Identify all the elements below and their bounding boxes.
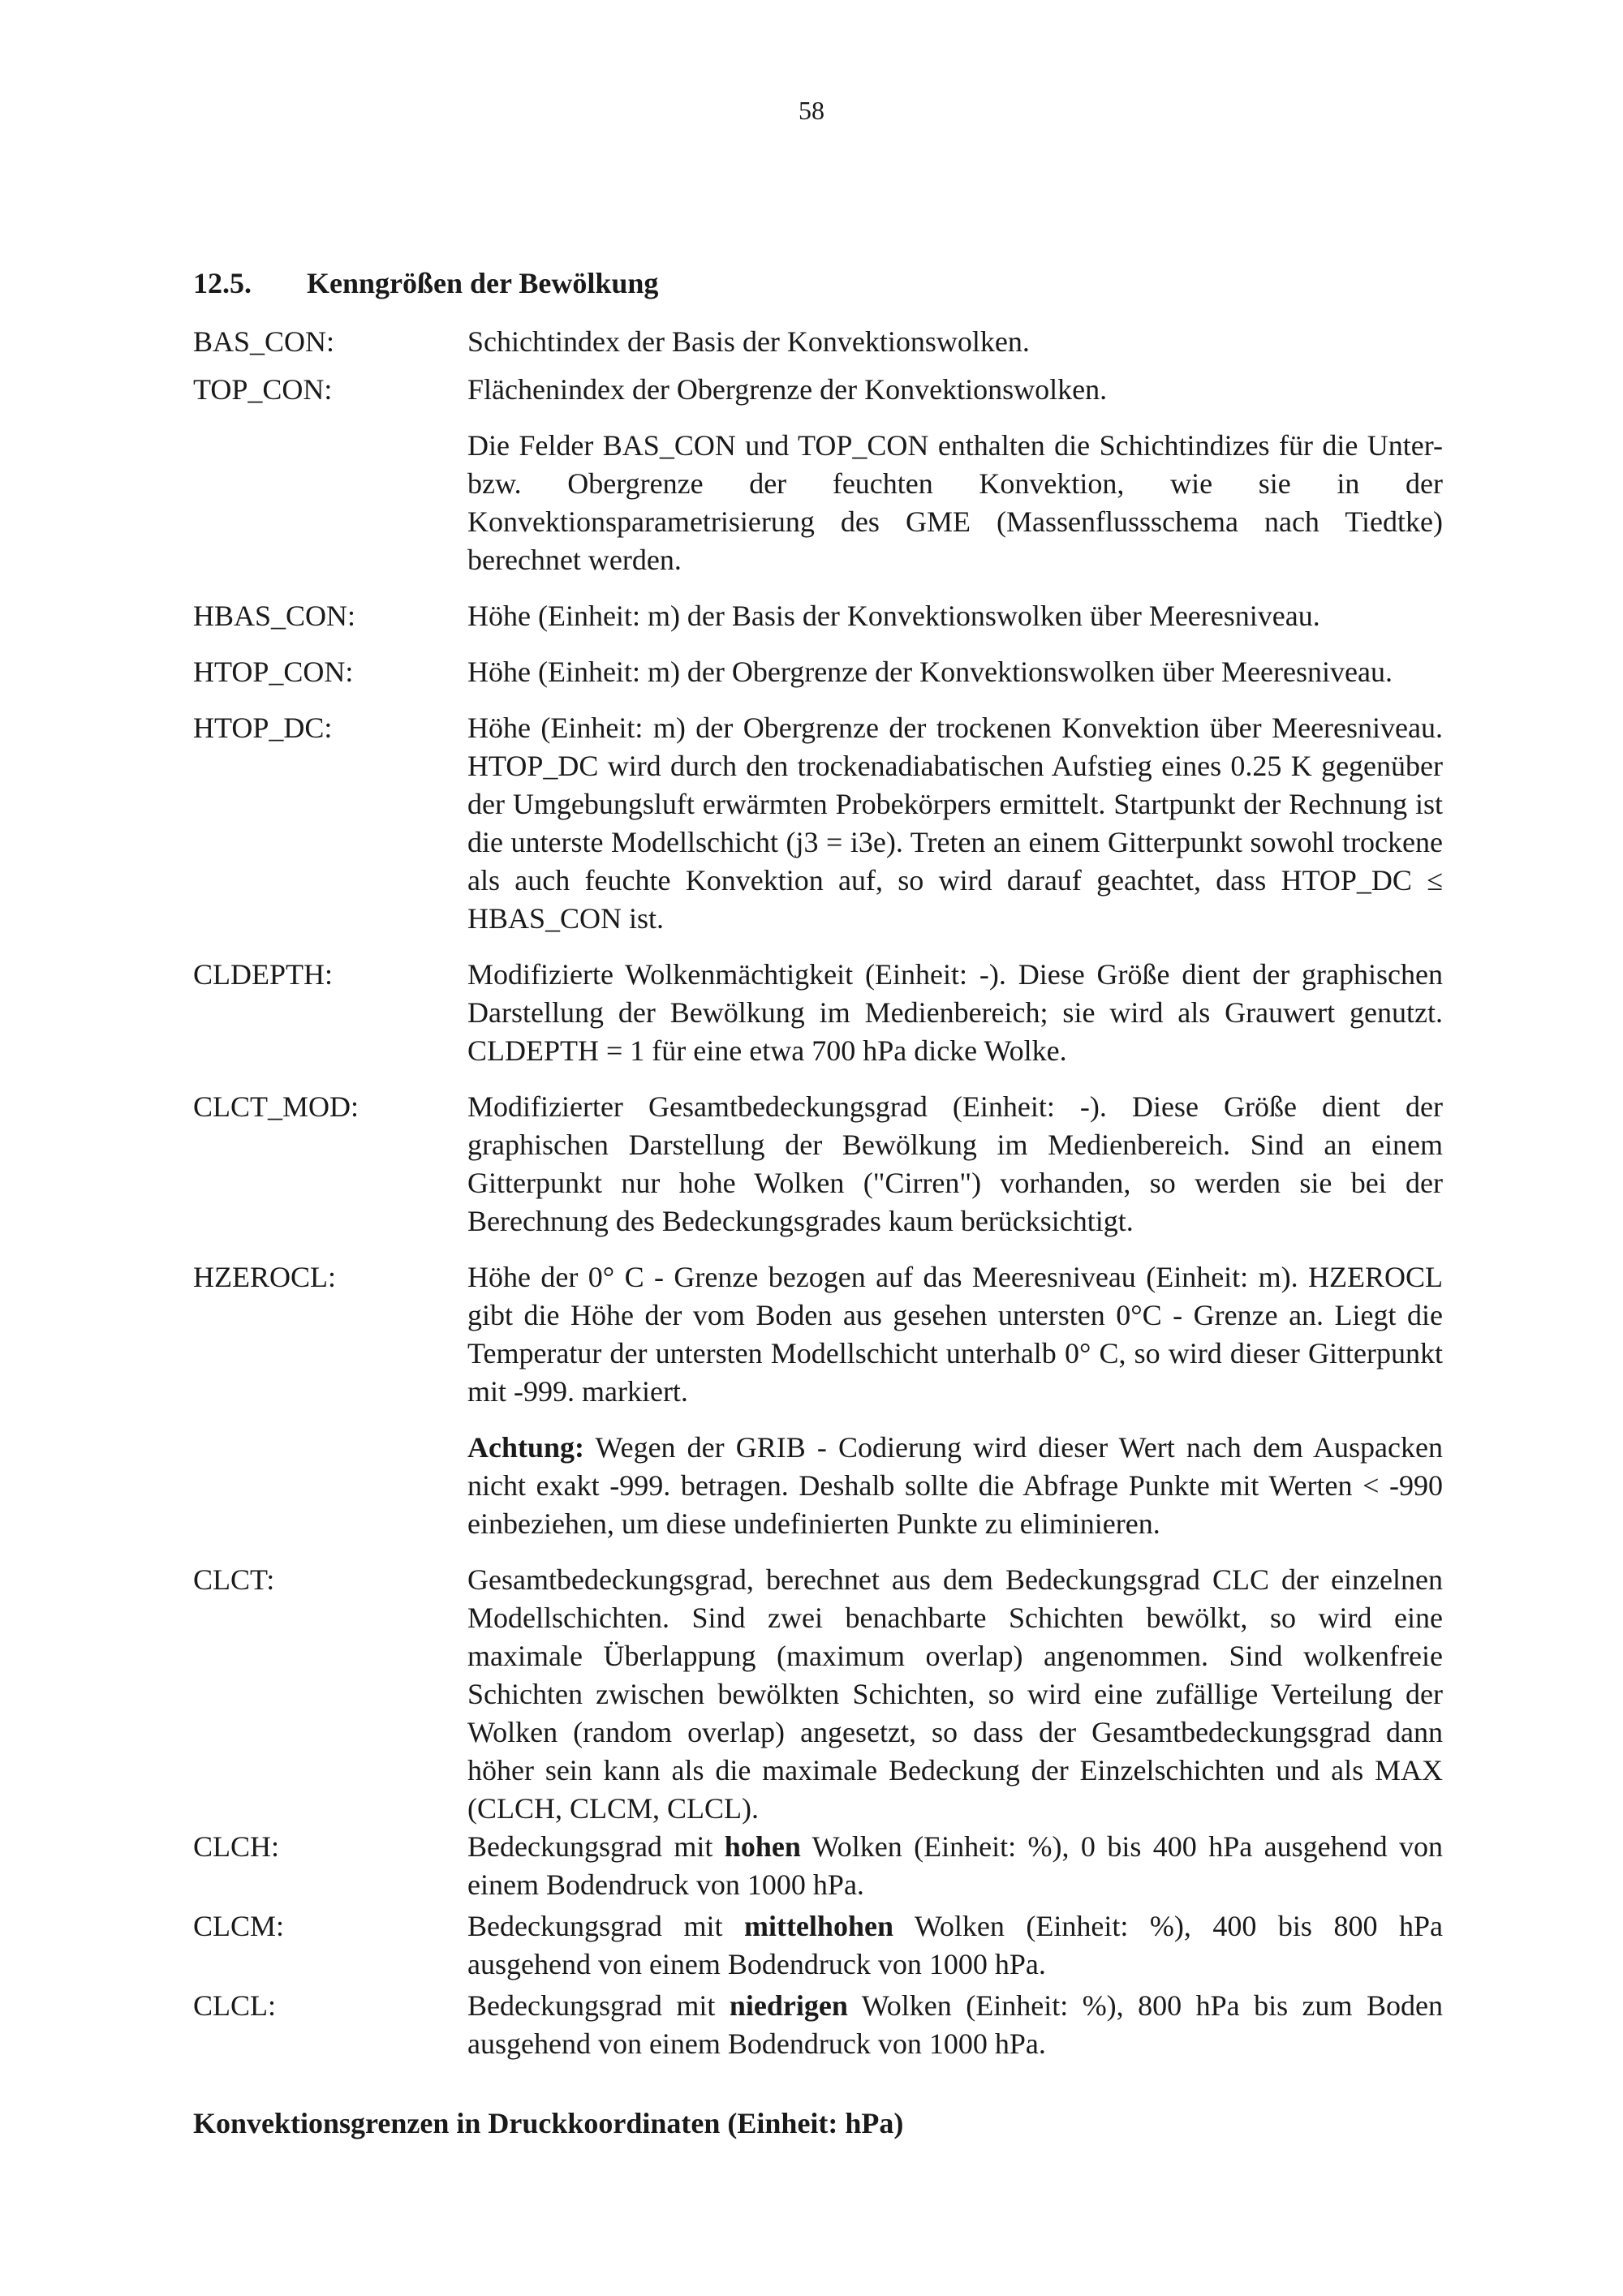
entry-clch [193,1828,1443,1904]
entry-clct [193,1561,1443,1828]
term: HBAS_CON: [193,600,356,632]
description: Modifizierter Gesamtbedeckungsgrad (Einheit: -). Diese Größe dient der graphischen Darstellung der Bewölkung im Medienbereich. Sind an einem Gitterpunkt nur hohe Wolken ("Cirren") vorhanden, so werden sie bei der Berechnung des Bedeckungsgrades kaum berücksichtigt. [467,1090,1443,1237]
section-number: 12.5. [193,267,252,299]
term: CLCM: [193,1910,285,1942]
description [467,371,1443,579]
description: Gesamtbedeckungsgrad, berechnet aus dem Bedeckungsgrad CLC der einzelnen Modellschichten. Sind zwei benachbarte Schichten bewölkt, so wird eine maximale Überlappung (maximum overlap) angenommen. Sind wolkenfreie Schichten zwischen bewölkten Schichten, so wird eine zufällige Verteilung der Wolken (random overlap) angesetzt, so dass der Gesamtbedeckungsgrad dann höher sein kann als die maximale Bedeckung der Einzelschichten und als MAX (CLCH, CLCM, CLCL). [467,1563,1443,1825]
entry-clct-mod [193,1088,1443,1240]
term: CLCL: [193,1989,277,2022]
term: HTOP_DC: [193,712,333,744]
description [467,1258,1443,1543]
description: Höhe (Einheit: m) der Obergrenze der trockenen Konvektion über Meeresniveau. HTOP_DC wird durch den trockenadiabatischen Aufstieg eines 0.25 K gegenüber der Umgebungsluft erwärmten Probekörpers ermittelt. Startpunkt der Rechnung ist die unterste Modellschicht (j3 = i3e). Treten an einem Gitterpunkt sowohl trockene als auch feuchte Konvektion auf, so wird darauf geachtet, dass HTOP_DC ≤ HBAS_CON ist. [467,712,1443,935]
warning-note [467,1429,1443,1543]
term: BAS_CON: [193,325,335,358]
term: CLCT: [193,1563,275,1596]
section-heading [193,266,658,300]
entry-hzerocl [193,1258,1443,1543]
term: HZEROCL: [193,1261,336,1293]
description: Bedeckungsgrad mit niedrigen Wolken (Einheit: %), 800 hPa bis zum Boden ausgehend von einem Bodendruck von 1000 hPa. [467,1989,1443,2060]
entry-htop-dc [193,709,1443,938]
description: Modifizierte Wolkenmächtigkeit (Einheit: -). Diese Größe dient der graphischen Darstellung der Bewölkung im Medienbereich; sie wird als Grauwert genutzt. CLDEPTH = 1 für eine etwa 700 hPa dicke Wolke. [467,958,1443,1067]
term: TOP_CON: [193,373,333,406]
warning-label: Achtung: [467,1431,585,1464]
term: CLCT_MOD: [193,1090,359,1123]
page-number: 58 [799,96,824,125]
description-text: Höhe der 0° C - Grenze bezogen auf das Meeresniveau (Einheit: m). HZEROCL gibt die Höhe der vom Boden aus gesehen untersten 0°C - Grenze an. Liegt die Temperatur der untersten Modellschicht unterhalb 0° C, so wird dieser Gitterpunkt mit -999. markiert. [467,1261,1443,1408]
description: Bedeckungsgrad mit hohen Wolken (Einheit: %), 0 bis 400 hPa ausgehend von einem Bodendruck von 1000 hPa. [467,1830,1444,1901]
section-title: Kenngrößen der Bewölkung [307,267,659,299]
term: CLCH: [193,1830,280,1863]
entry-hbas-con [193,597,1443,635]
warning-text: Wegen der GRIB - Codierung wird dieser Wert nach dem Auspacken nicht exakt -999. betragen. Deshalb sollte die Abfrage Punkte mit Werten < -990 einbeziehen, um diese undefinierten Punkte zu eliminieren. [467,1431,1443,1540]
term: CLDEPTH: [193,958,334,991]
entry-cldepth [193,956,1443,1070]
description-text: Flächenindex der Obergrenze der Konvektionswolken. [467,373,1108,406]
term: HTOP_CON: [193,656,354,688]
description: Schichtindex der Basis der Konvektionswolken. [467,325,1030,358]
closing-heading: Konvektionsgrenzen in Druckkoordinaten (Einheit: hPa) [193,2107,904,2139]
entry-htop-con [193,653,1443,691]
entry-top-con [193,371,1443,579]
entry-clcm [193,1907,1443,1984]
description: Höhe (Einheit: m) der Basis der Konvektionswolken über Meeresniveau. [467,600,1320,632]
entry-clcl [193,1987,1443,2063]
note-text: Die Felder BAS_CON und TOP_CON enthalten die Schichtindizes für die Unter- bzw. Obergrenze der feuchten Konvektion, wie sie in der Konvektionsparametrisierung des GME (Massenflussschema nach Tiedtke) berechnet werden. [467,429,1443,576]
description: Höhe (Einheit: m) der Obergrenze der Konvektionswolken über Meeresniveau. [467,656,1393,688]
definition-list [193,323,1443,2063]
entry-bas-con [193,323,1443,361]
description: Bedeckungsgrad mit mittelhohen Wolken (Einheit: %), 400 bis 800 hPa ausgehend von einem Bodendruck von 1000 hPa. [467,1910,1443,1980]
